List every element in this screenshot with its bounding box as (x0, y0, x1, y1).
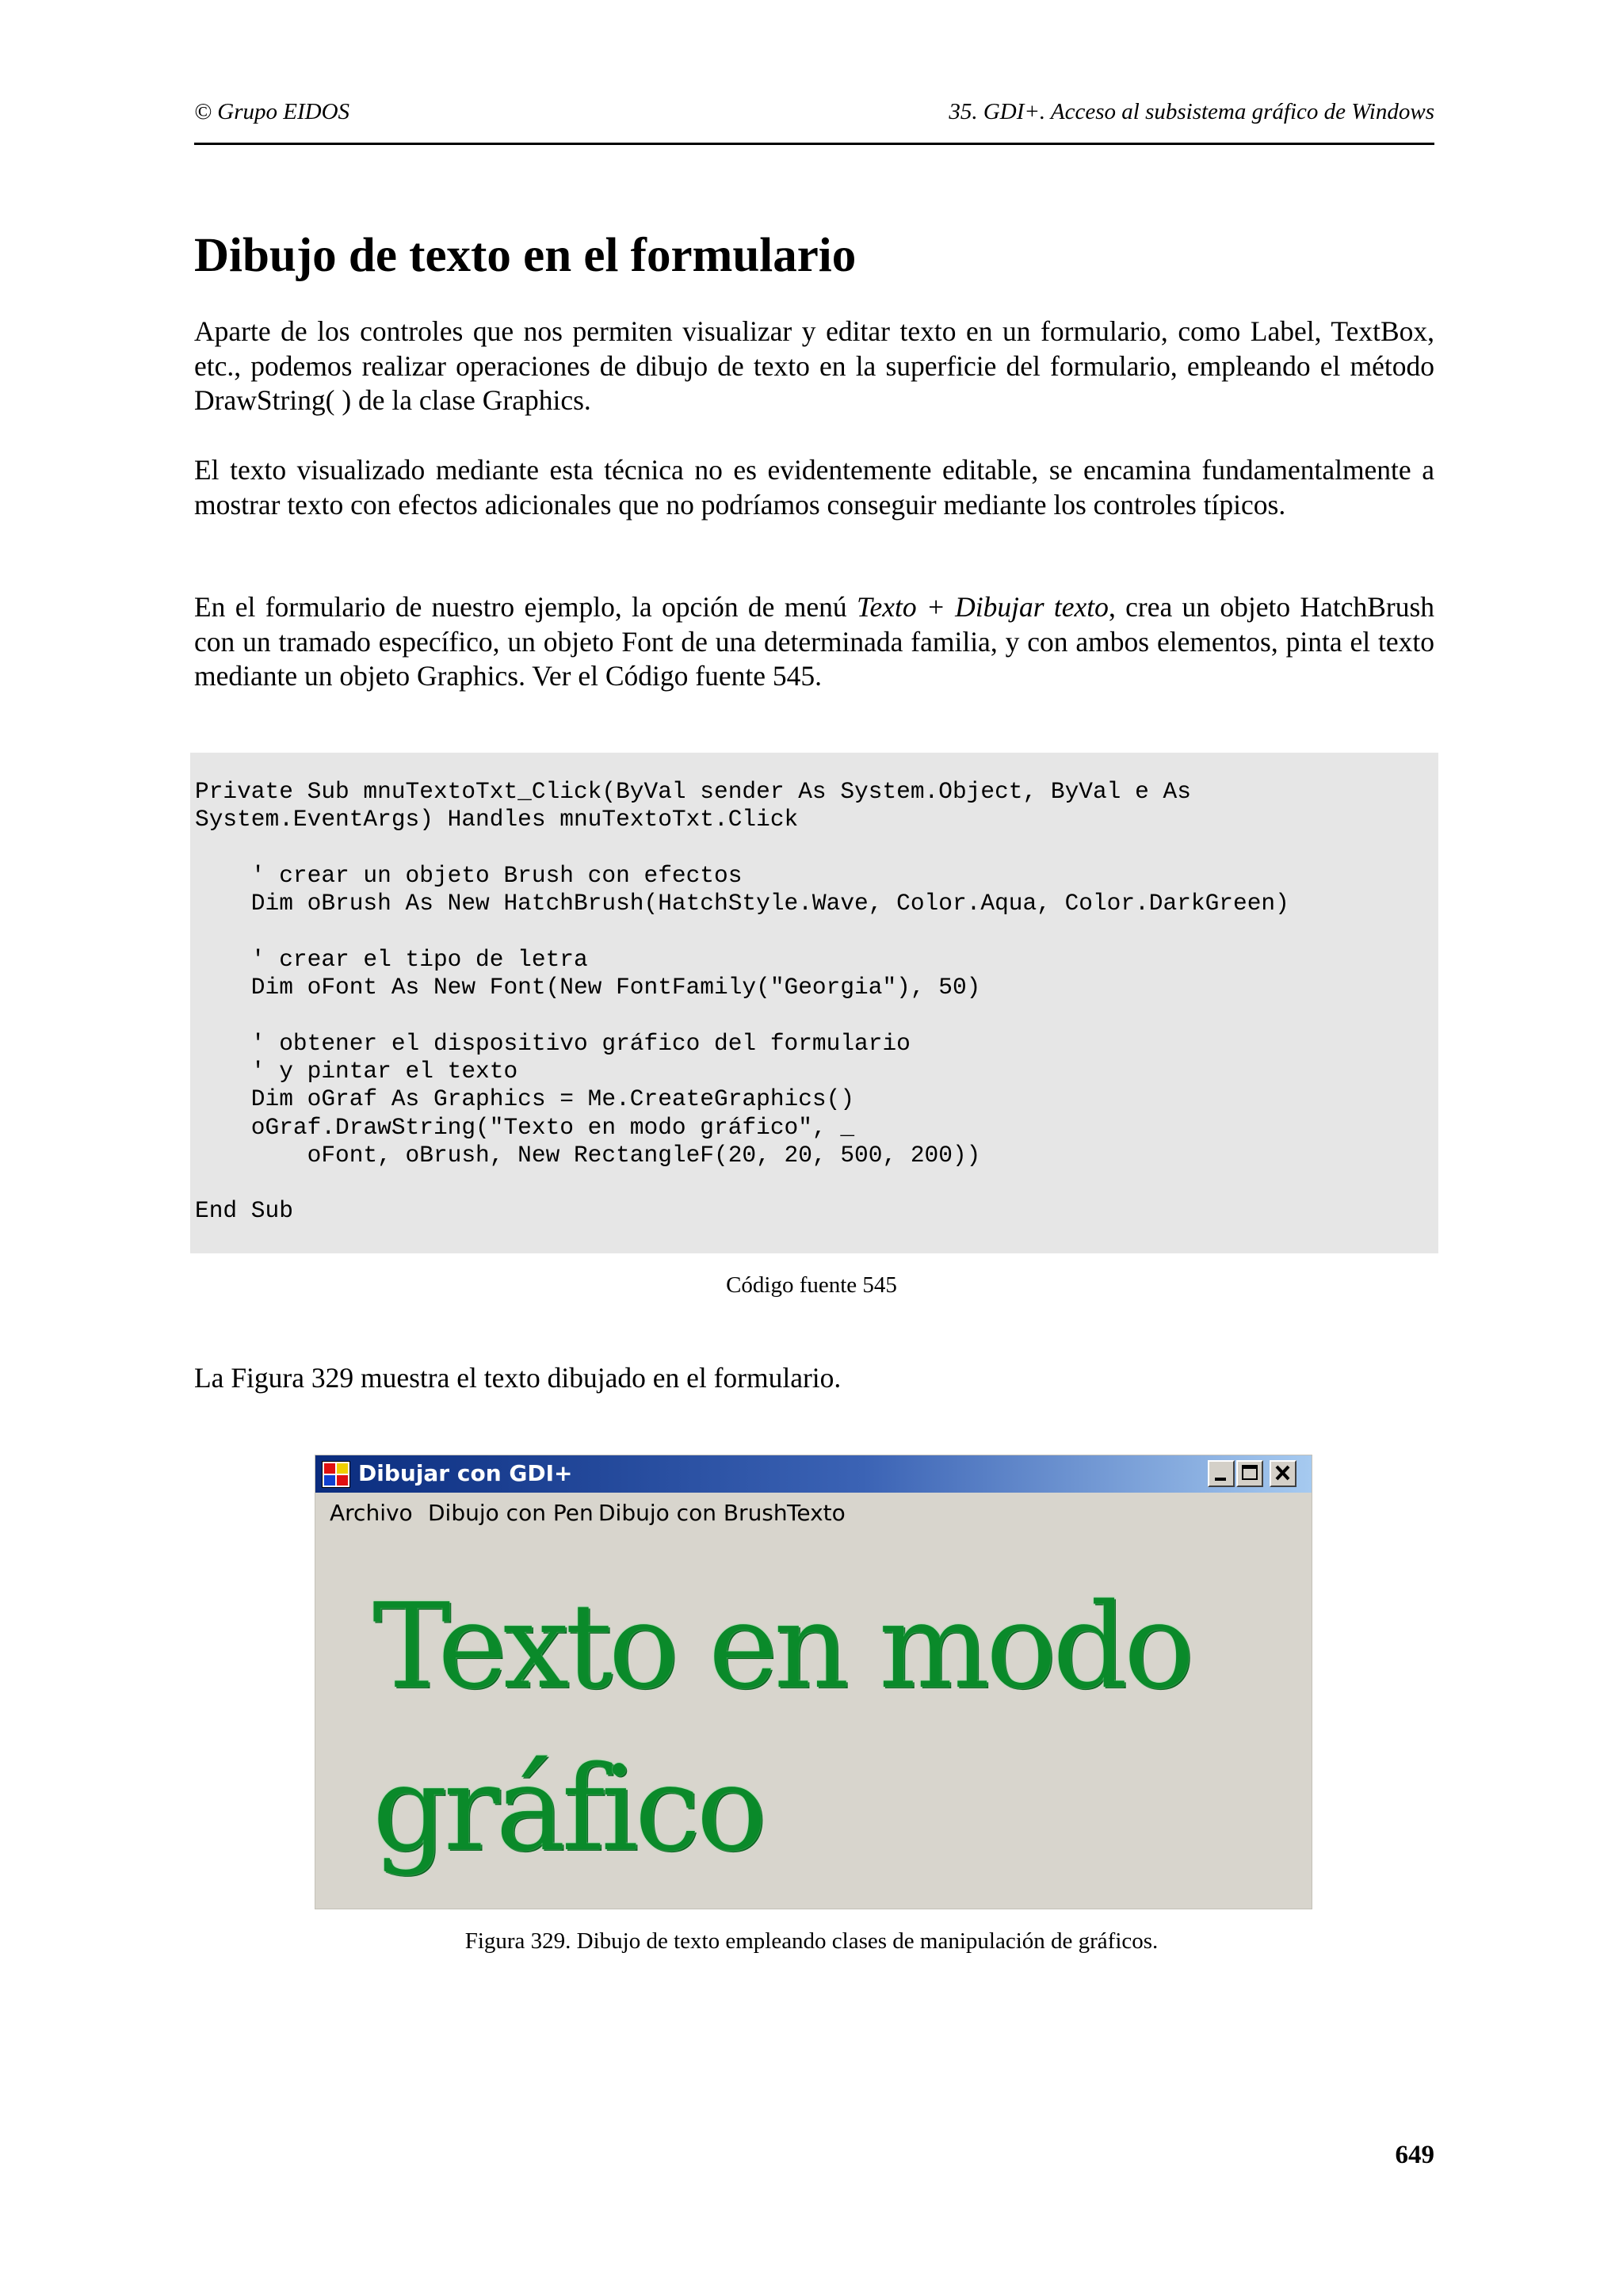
paragraph-effects: El texto visualizado mediante esta técnica no es evidentemente editable, se encamina fundamentalmente a mostrar texto con efectos adicionales que no podríamos conseguir mediante los controles típicos. (194, 454, 1434, 521)
paragraph-figure-reference: La Figura 329 muestra el texto dibujado en el formulario. (194, 1362, 842, 1394)
header-chapter: 35. GDI+. Acceso al subsistema gráfico de Windows (949, 99, 1434, 124)
minimize-button[interactable] (1208, 1460, 1235, 1487)
window-titlebar[interactable] (315, 1455, 1312, 1493)
header-publisher: © Grupo EIDOS (194, 99, 350, 124)
maximize-button[interactable] (1236, 1460, 1263, 1487)
page-number: 649 (1395, 2141, 1434, 2169)
paragraph-menu-option-end: , crea un objeto HatchBrush con un tramado específico, un objeto Font de una determinada familia, y con ambos elementos, pinta el texto mediante un objeto Graphics. Ver el Código fuente 545. (194, 591, 1435, 692)
menu-dibujo-con-pen[interactable]: Dibujo con Pen (428, 1500, 594, 1526)
section-title: Dibujo de texto en el formulario (194, 229, 857, 282)
paragraph-intro: Aparte de los controles que nos permiten visualizar y editar texto en un formulario, como Label, TextBox, etc., podemos realizar operaciones de dibujo de texto en la superficie del formulario, empleando el método DrawString( ) de la clase Graphics. (194, 315, 1434, 416)
app-icon (322, 1461, 350, 1488)
minimize-icon (1209, 1462, 1233, 1486)
running-header (194, 97, 1434, 145)
close-button[interactable] (1270, 1460, 1296, 1487)
window-title: Dibujar con GDI+ (358, 1460, 573, 1486)
app-window-screenshot (315, 1455, 1312, 1909)
code-text: Private Sub mnuTextoTxt_Click(ByVal sender As System.Object, ByVal e As System.EventArgs) Handles mnuTextoTxt.Click ' crear un objeto Brush con efectos Dim oBrush As New HatchBrush(HatchStyle.Wave, Color.Aqua, Color.DarkGreen) ' crear el tipo de letra Dim oFont As New Font(New FontFamily("Georgia"), 50) ' obtener el dispositivo gráfico del formulario ' y pintar el texto Dim oGraf As Graphics = Me.CreateGraphics() oGraf.DrawString("Texto en modo gráfico", _ oFont, oBrush, New RectangleF(20, 20, 500, 200)) End Sub (195, 778, 1289, 1225)
menu-path-text: Texto + Dibujar texto (856, 591, 1109, 623)
menu-texto[interactable]: Texto (787, 1500, 846, 1526)
code-listing (190, 753, 1438, 1253)
menu-archivo[interactable]: Archivo (330, 1500, 413, 1526)
figure-caption: Figura 329. Dibujo de texto empleando clases de manipulación de gráficos. (464, 1928, 1159, 1954)
close-icon (1271, 1462, 1295, 1486)
drawn-hatched-text: Texto en modo gráfico (372, 1578, 1191, 1877)
form-drawing-surface (315, 1534, 1312, 1909)
menu-bar (315, 1493, 1312, 1534)
paragraph-menu-option-start: En el formulario de nuestro ejemplo, la opción de menú (194, 591, 857, 623)
maximize-icon (1238, 1462, 1262, 1486)
menu-dibujo-con-brush[interactable]: Dibujo con Brush (598, 1500, 788, 1526)
code-caption: Código fuente 545 (726, 1272, 897, 1298)
paragraph-menu-option (194, 590, 1434, 694)
